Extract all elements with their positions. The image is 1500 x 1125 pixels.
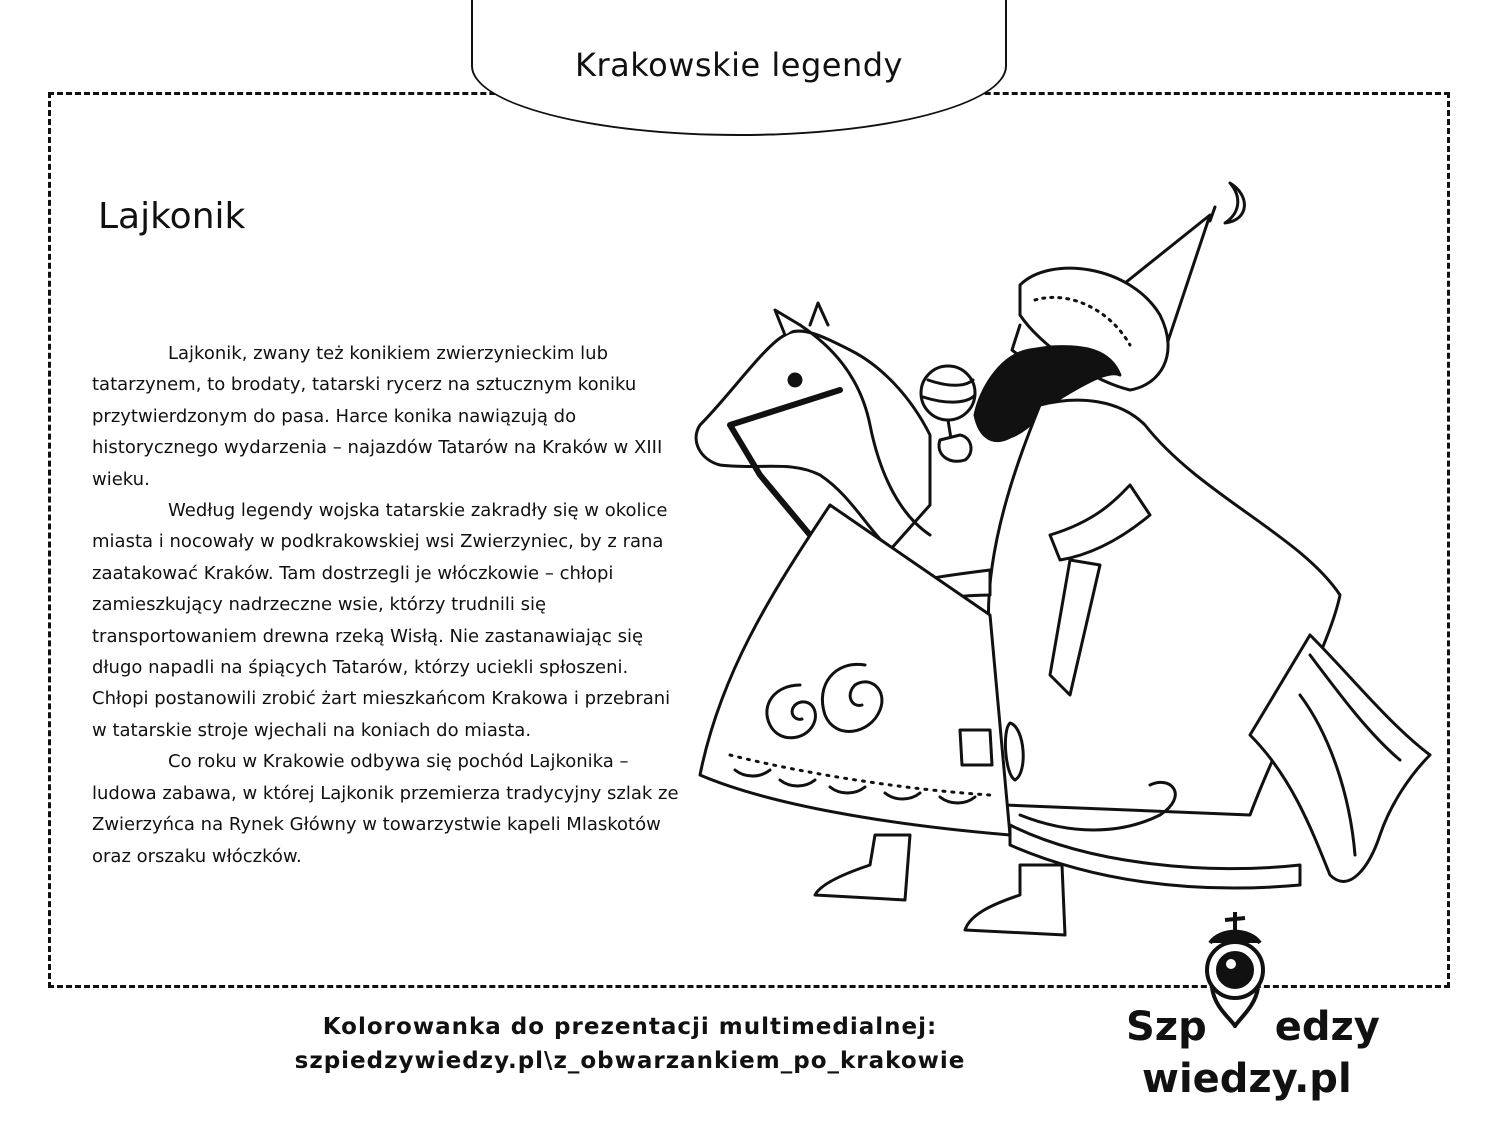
- paragraph: Lajkonik, zwany też konikiem zwierzynieckim lub tatarzynem, to brodaty, tatarski rycerz na sztucznym koniku przytwierdzonym do pasa. Harce konika nawiązują do historycznego wydarzenia – najazdów Tatarów na Kraków w XIII wieku.: [92, 343, 663, 490]
- lajkonik-illustration: [690, 175, 1450, 955]
- logo-text-top: [1126, 1004, 1380, 1050]
- szpiedzy-wiedzy-logo: [1120, 908, 1380, 1108]
- footer-line-1: Kolorowanka do prezentacji multimedialnej:: [322, 1014, 938, 1040]
- footer-line-2: szpiedzywiedzy.pl\z_obwarzankiem_po_krakowie: [294, 1048, 966, 1074]
- page-title: Lajkonik: [98, 196, 246, 237]
- logo-text-bottom: wiedzy.pl: [1142, 1056, 1352, 1102]
- header-tab: [471, 0, 1007, 136]
- story-text: [92, 338, 682, 872]
- footer-note: [270, 1010, 990, 1078]
- logo-text-right: edzy: [1274, 1004, 1380, 1050]
- paragraph: Co roku w Krakowie odbywa się pochód Lajkonika – ludowa zabawa, w której Lajkonik przemierza tradycyjny szlak ze Zwierzyńca na Rynek Główny w towarzystwie kapeli Mlaskotów oraz orszaku włóczków.: [92, 751, 679, 867]
- logo-text-left: Szp: [1126, 1004, 1207, 1050]
- paragraph: Według legendy wojska tatarskie zakradły się w okolice miasta i nocowały w podkrakowskiej wsi Zwierzyniec, by z rana zaatakować Kraków. Tam dostrzegli je włóczkowie – chłopi zamieszkujący nadrzeczne wsie, którzy trudnili się transportowaniem drewna rzeką Wisłą. Nie zastanawiając się długo napadli na śpiących Tatarów, którzy uciekli spłoszeni. Chłopi postanowili zrobić żart mieszkańcom Krakowa i przebrani w tatarskie stroje wjechali na koniach do miasta.: [92, 500, 671, 741]
- header-title: Krakowskie legendy: [575, 46, 903, 84]
